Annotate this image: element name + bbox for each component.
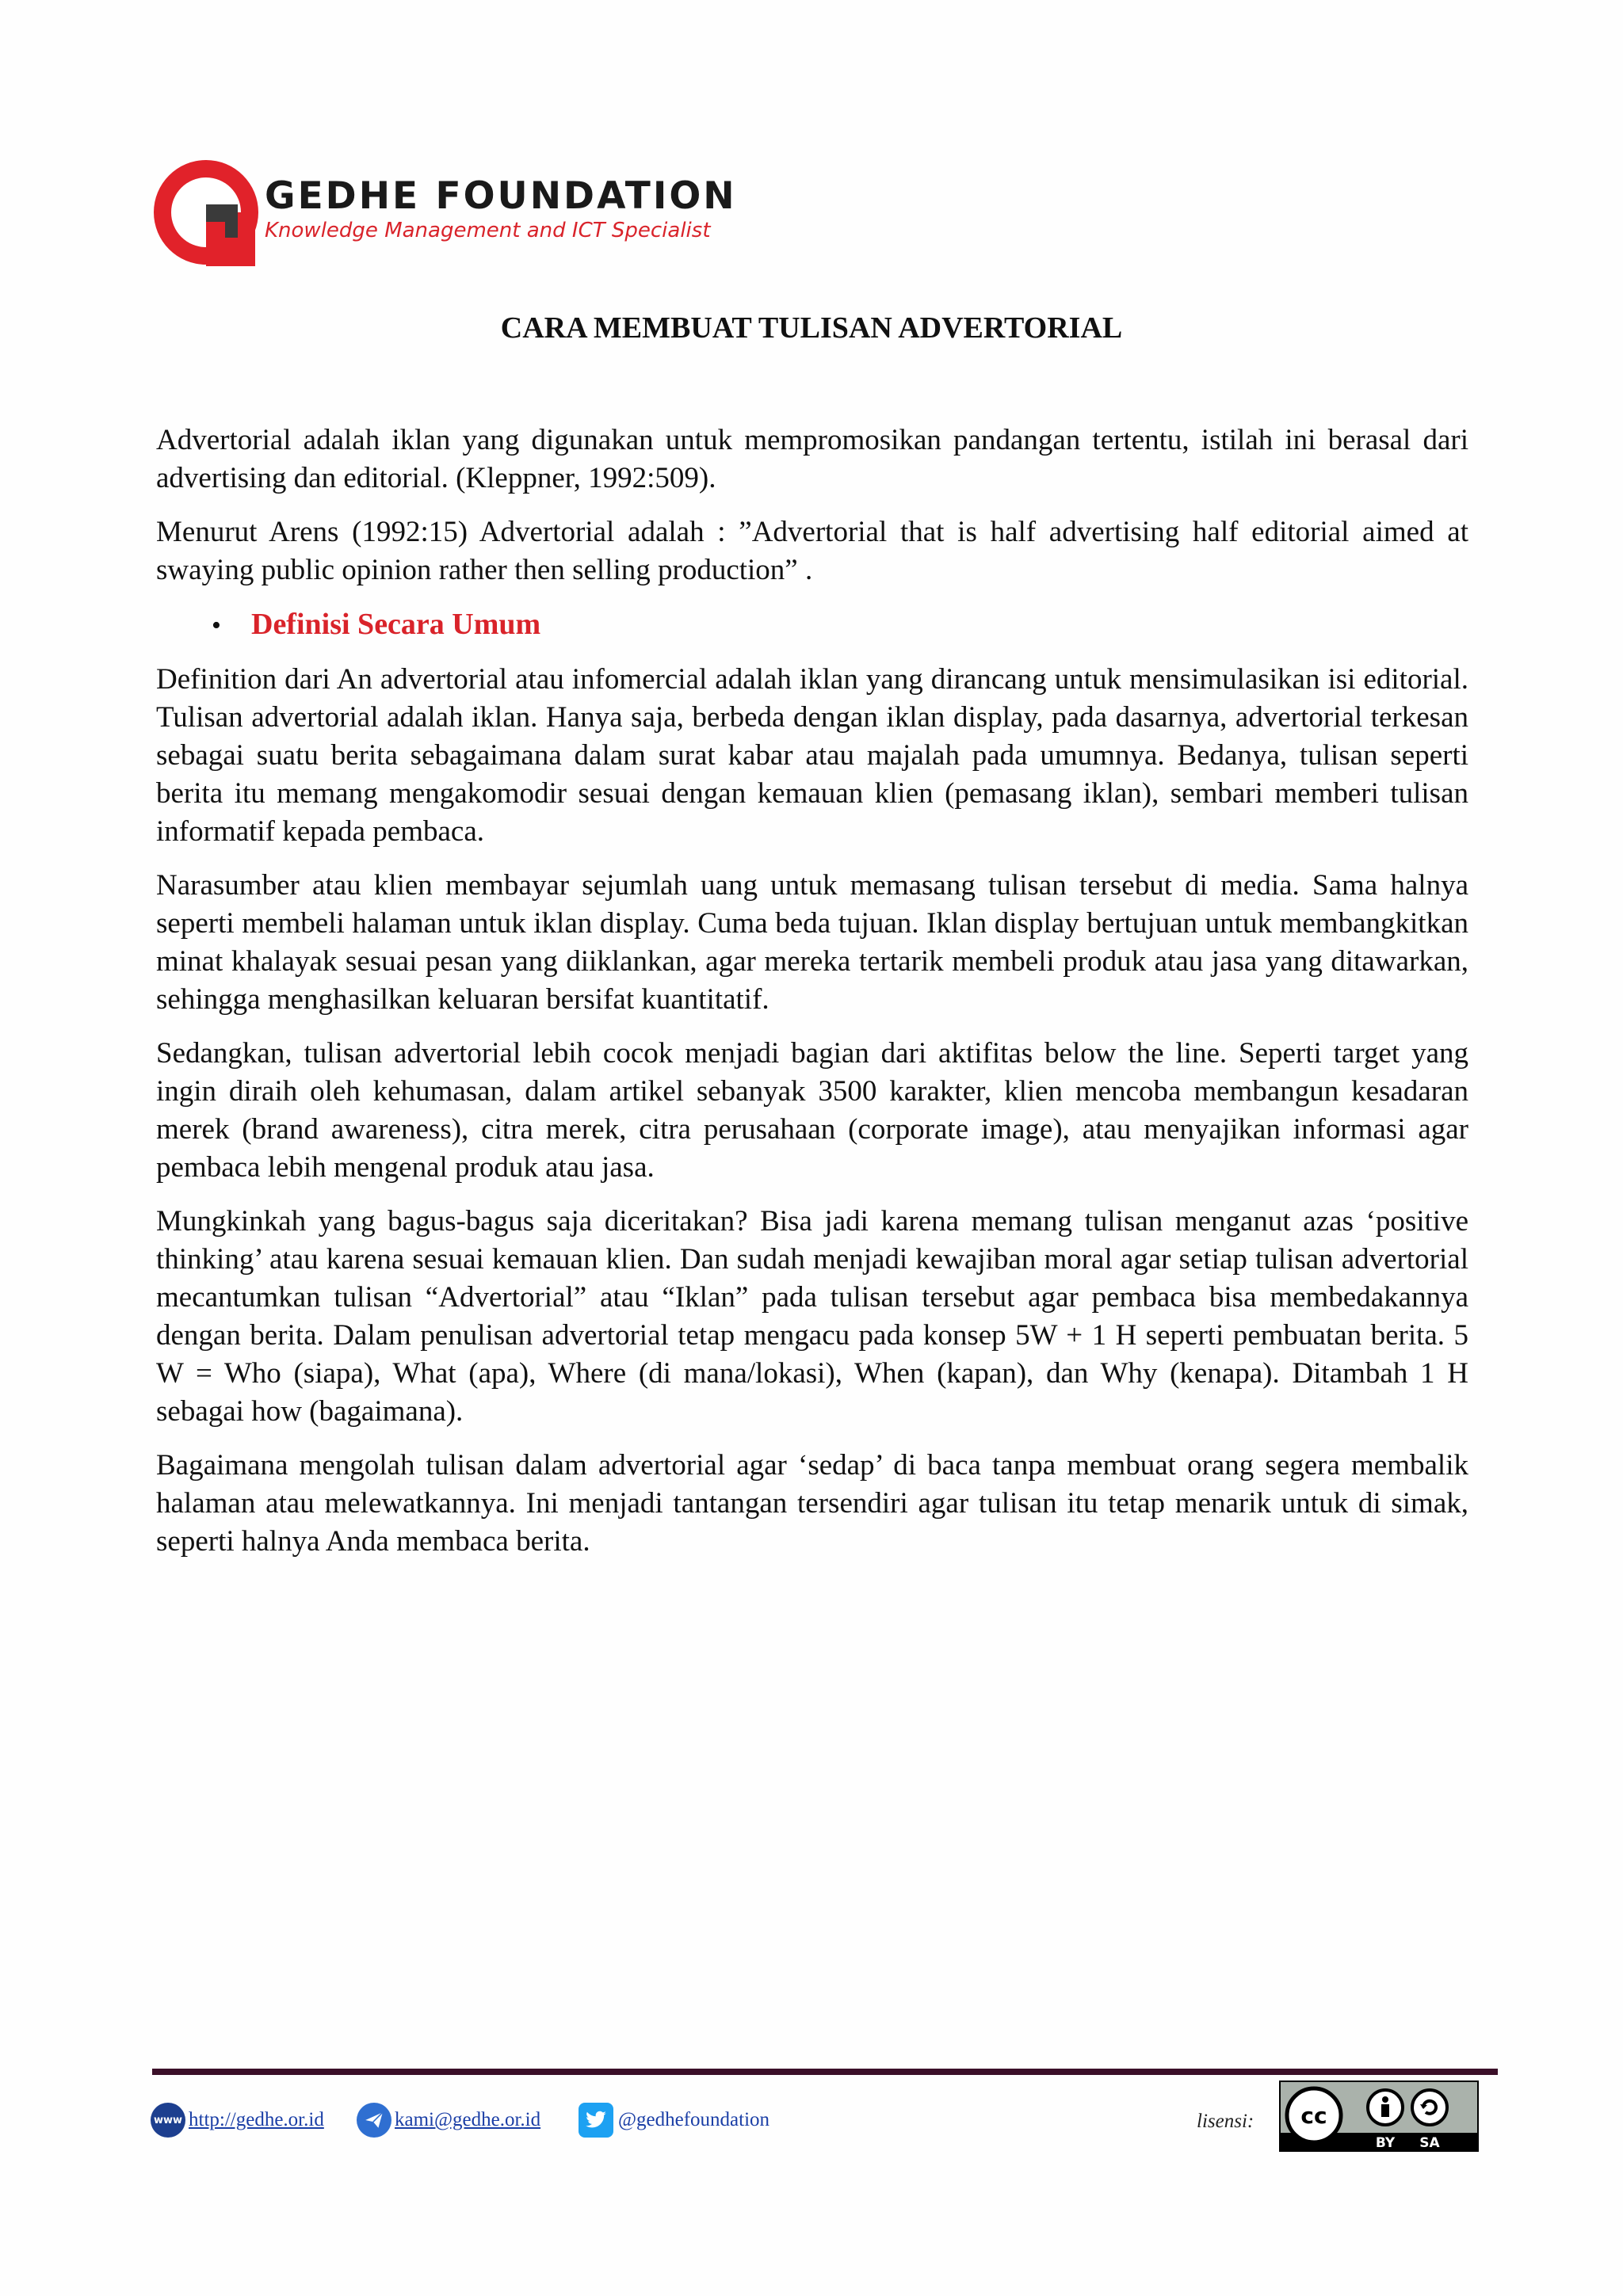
cc-text: cc bbox=[1300, 2103, 1327, 2129]
bullet-icon: • bbox=[212, 611, 221, 640]
footer-email bbox=[357, 2103, 540, 2138]
page-title: CARA MEMBUAT TULISAN ADVERTORIAL bbox=[500, 311, 1123, 345]
www-icon: www bbox=[151, 2103, 185, 2138]
intro-paragraph-2: Menurut Arens (1992:15) Advertorial adalah : ”Advertorial that is half advertising half editorial aimed at swaying public opinion rather then selling production” . bbox=[156, 516, 1468, 586]
body-paragraph-2: Narasumber atau klien membayar sejumlah uang untuk memasang tulisan tersebut di media. Sama halnya seperti membeli halaman untuk iklan display. Cuma beda tujuan. Iklan display bertujuan untuk membangkitkan minat khalayak sesuai pesan yang diiklankan, agar mereka tertarik membeli produk atau jasa yang ditawarkan, sehingga menghasilkan keluaran bersifat kuantitatif. bbox=[156, 869, 1468, 1016]
cc-by-text: BY bbox=[1375, 2135, 1396, 2151]
twitter-handle[interactable]: @gedhefoundation bbox=[618, 2109, 770, 2130]
cc-sa-text: SA bbox=[1419, 2135, 1440, 2151]
logo-name: GEDHE FOUNDATION bbox=[265, 174, 737, 218]
footer-divider bbox=[152, 2069, 1498, 2075]
footer bbox=[151, 2100, 1498, 2163]
body-paragraph-5: Bagaimana mengolah tulisan dalam advertorial agar ‘sedap’ di baca tanpa membuat orang segera membalik halaman atau melewatkannya. Ini menjadi tantangan tersendiri agar tulisan itu tetap menarik untuk di simak, seperti halnya Anda membaca berita. bbox=[156, 1449, 1468, 1558]
paper-plane-icon bbox=[357, 2103, 391, 2138]
twitter-icon bbox=[579, 2103, 613, 2138]
section-heading-text: Definisi Secara Umum bbox=[251, 608, 541, 641]
body-paragraph-3: Sedangkan, tulisan advertorial lebih cocok menjadi bagian dari aktifitas below the line. Seperti target yang ingin diraih oleh kehumasan, dalam artikel sebanyak 3500 karakter, klien mencoba membangun kesadaran merek (brand awareness), citra merek, citra perusahaan (corporate image), atau menyajikan informasi agar pembaca lebih mengenal produk atau jasa. bbox=[156, 1037, 1468, 1184]
body-paragraph-4: Mungkinkah yang bagus-bagus saja diceritakan? Bisa jadi karena memang tulisan menganut azas ‘positive thinking’ atau karena sesuai kemauan klien. Dan sudah menjadi kewajiban moral agar setiap tulisan advertorial mecantumkan tulisan “Advertorial” atau “Iklan” pada tulisan tersebut agar pembaca bisa membedakannya dengan berita. Dalam penulisan advertorial tetap mengacu pada konsep 5W + 1 H seperti pembuatan berita. 5 W = Who (siapa), What (apa), Where (di mana/lokasi), When (kapan), dan Why (kenapa). Ditambah 1 H sebagai how (bagaimana). bbox=[156, 1205, 1468, 1428]
footer-twitter bbox=[579, 2103, 769, 2138]
gedhe-logo-mark-icon bbox=[152, 158, 260, 266]
section-heading bbox=[212, 605, 1468, 645]
logo-tagline: Knowledge Management and ICT Specialist bbox=[265, 219, 711, 242]
gedhe-foundation-logo bbox=[152, 158, 737, 269]
body-paragraph-1: Definition dari An advertorial atau infomercial adalah iklan yang dirancang untuk mensimulasikan isi editorial. Tulisan advertorial adalah iklan. Hanya saja, berbeda dengan iklan display, pada dasarnya, advertorial terkesan sebagai suatu berita sebagaimana dalam surat kabar atau majalah pada umumnya. Bedanya, tulisan seperti berita itu memang mengakomodir sesuai dengan kemauan klien (pemasang iklan), sembari memberi tulisan informatif kepada pembaca. bbox=[156, 663, 1468, 848]
website-link[interactable]: http://gedhe.or.id bbox=[189, 2109, 324, 2130]
intro-paragraph-1: Advertorial adalah iklan yang digunakan untuk mempromosikan pandangan tertentu, istilah ini berasal dari advertising dan editorial. (Kleppner, 1992:509). bbox=[156, 424, 1468, 494]
email-link[interactable]: kami@gedhe.or.id bbox=[395, 2109, 541, 2130]
license-label: lisensi: bbox=[1197, 2111, 1254, 2132]
cc-by-sa-license-icon[interactable] bbox=[1279, 2081, 1479, 2152]
footer-website bbox=[151, 2103, 324, 2138]
document-body bbox=[156, 421, 1468, 1577]
